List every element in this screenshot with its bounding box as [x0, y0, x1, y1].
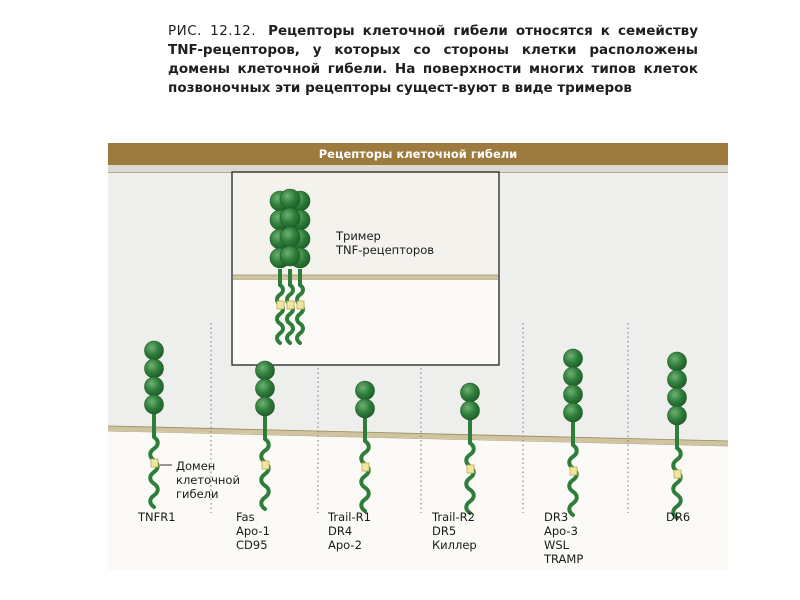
receptor-6-bead [668, 352, 687, 371]
receptor-5-bead [564, 367, 583, 386]
receptor-5-names [544, 510, 583, 566]
annotation-line-2: клеточной [176, 473, 240, 487]
annotation-line-1: Домен [176, 459, 216, 473]
receptor-1-bead [145, 359, 164, 378]
receptor-4-death-domain [467, 465, 474, 473]
receptor-3-name: Apo-2 [328, 538, 362, 552]
receptor-1-name: TNFR1 [138, 510, 176, 524]
receptor-6-death-domain [674, 470, 681, 478]
receptor-2-name: Fas [236, 510, 255, 524]
receptor-1-names [138, 510, 176, 524]
receptor-6-bead [668, 370, 687, 389]
receptor-4-name: Киллер [432, 538, 477, 552]
caption-text: Рецепторы клеточной гибели относятся к семейству TNF-рецепторов, у которых со стороны клетки расположены домены клеточной гибели. На поверхности многих типов клеток позвоночных эти рецепторы сущест-вуют в виде тримеров [168, 23, 698, 96]
receptor-1-bead [145, 377, 164, 396]
receptor-3-name: DR4 [328, 524, 353, 538]
receptor-2-names [236, 510, 270, 552]
receptor-5-name: Apo-3 [544, 524, 578, 538]
receptor-1-bead [145, 395, 164, 414]
trimer-death-domain [277, 301, 284, 309]
receptor-2-bead [256, 397, 275, 416]
receptor-6-bead [668, 406, 687, 425]
trimer-bead [280, 208, 300, 228]
receptor-4-bead [461, 383, 480, 402]
receptor-5-name: TRAMP [544, 552, 584, 566]
receptor-5-bead [564, 385, 583, 404]
annotation-line-3: гибели [176, 487, 219, 501]
figure-caption [168, 22, 698, 98]
trimer-death-domain [297, 301, 304, 309]
receptor-3-bead [356, 399, 375, 418]
figure-number: РИС. 12.12. [168, 23, 257, 39]
receptor-3-death-domain [362, 463, 369, 471]
receptor-2-bead [256, 361, 275, 380]
receptor-3-names [328, 510, 371, 552]
receptor-6-bead [668, 388, 687, 407]
inset-interior [233, 279, 498, 364]
receptor-2-bead [256, 379, 275, 398]
inset-label-line-2: TNF-рецепторов [336, 243, 435, 257]
receptor-2-death-domain [262, 461, 269, 469]
receptor-3-name: Trail-R1 [328, 510, 371, 524]
receptor-2-name: Apo-1 [236, 524, 270, 538]
receptor-5-name: DR3 [544, 510, 569, 524]
panel-title: Рецепторы клеточной гибели [108, 143, 728, 165]
receptor-6-names [666, 510, 690, 524]
receptor-5-name: WSL [544, 538, 570, 552]
inset-label [336, 229, 434, 257]
receptor-1-death-domain [151, 459, 158, 467]
receptor-6-name: DR6 [666, 510, 691, 524]
annotation-label [176, 459, 240, 501]
receptor-5-death-domain [570, 467, 577, 475]
receptor-4-bead [461, 401, 480, 420]
receptor-4-names [432, 510, 477, 552]
receptor-4-name: DR5 [432, 524, 457, 538]
trimer-death-domain [287, 301, 294, 309]
trimer-bead [280, 227, 300, 247]
diagram-canvas [108, 143, 728, 570]
receptor-3-bead [356, 381, 375, 400]
trimer-bead [280, 189, 300, 209]
receptor-4-name: Trail-R2 [432, 510, 475, 524]
inset-label-line-1: Тример [336, 229, 381, 243]
receptor-5-bead [564, 349, 583, 368]
receptor-5-bead [564, 403, 583, 422]
receptor-1-bead [145, 341, 164, 360]
diagram-panel [108, 143, 728, 570]
receptor-2-name: CD95 [236, 538, 268, 552]
trimer-bead [280, 246, 300, 266]
